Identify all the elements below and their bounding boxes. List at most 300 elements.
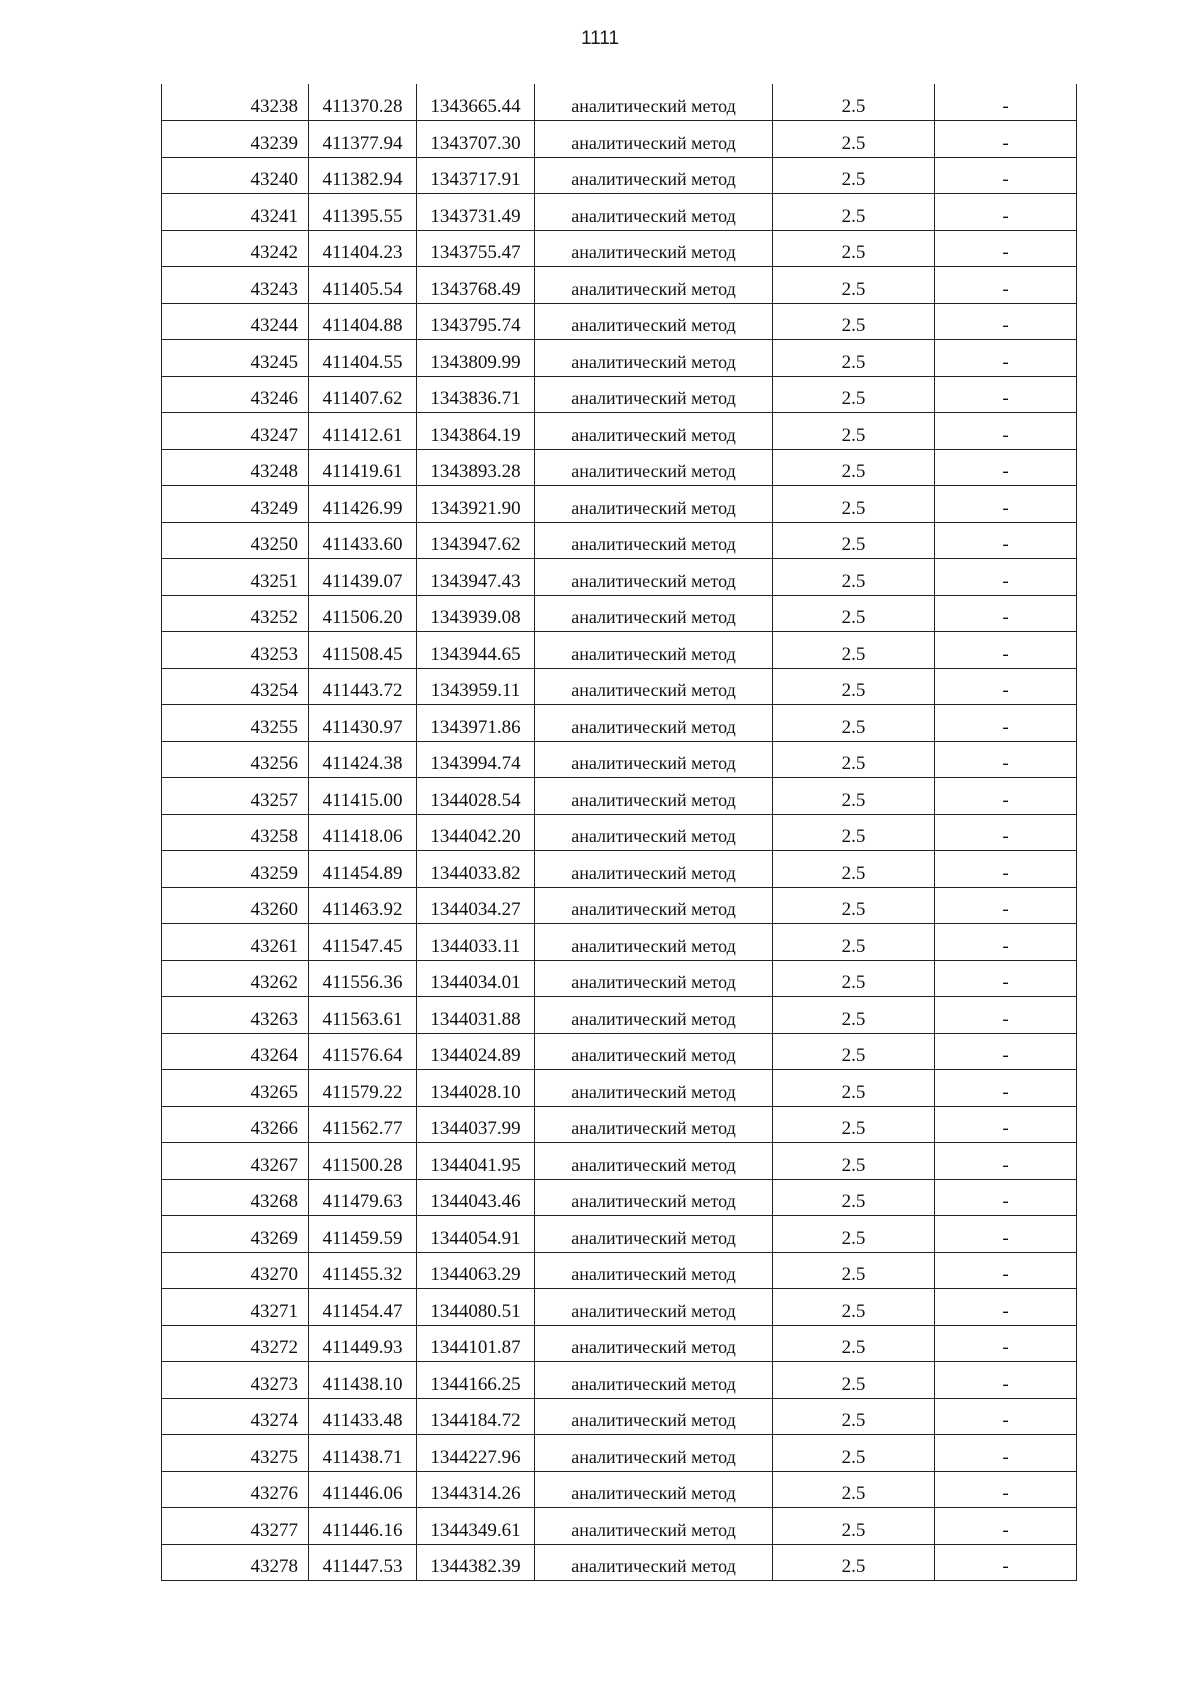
description-cell-text: -: [1002, 424, 1009, 446]
x-coordinate-cell: [309, 449, 417, 486]
y-coordinate-cell: [417, 413, 535, 450]
x-coordinate-cell-text: 411438.71: [322, 1446, 403, 1468]
description-cell-text: -: [1002, 935, 1009, 957]
description-cell: [935, 1070, 1077, 1107]
method-cell-text: аналитический метод: [571, 424, 736, 445]
accuracy-cell-text: 2.5: [841, 680, 866, 701]
y-coordinate-cell-text: 1343795.74: [430, 315, 521, 336]
table-row: [162, 413, 1077, 450]
table-row: [162, 522, 1077, 559]
method-cell-text: аналитический метод: [571, 1045, 736, 1065]
method-cell-text: аналитический метод: [571, 1446, 736, 1467]
y-coordinate-cell: [417, 303, 535, 340]
table-row: [162, 1216, 1077, 1253]
point-number-cell: [162, 84, 309, 121]
description-cell-text: -: [1002, 1446, 1009, 1468]
y-coordinate-cell-text: 1343939.08: [430, 607, 521, 628]
y-coordinate-cell-text: 1344043.46: [430, 1191, 521, 1212]
y-coordinate-cell: [417, 522, 535, 559]
method-cell-text: аналитический метод: [571, 1118, 736, 1138]
x-coordinate-cell-text: 411443.72: [322, 680, 403, 701]
method-cell-text: аналитический метод: [571, 607, 736, 627]
method-cell: [535, 595, 773, 632]
y-coordinate-cell: [417, 595, 535, 632]
y-coordinate-cell: [417, 997, 535, 1034]
table-row: [162, 814, 1077, 851]
table-row: [162, 1435, 1077, 1472]
description-cell: [935, 1362, 1077, 1399]
x-coordinate-cell: [309, 1435, 417, 1472]
point-number-cell-text: 43255: [250, 716, 298, 738]
point-number-cell-text: 43249: [250, 497, 298, 519]
point-number-cell-text: 43254: [250, 680, 298, 701]
description-cell: [935, 778, 1077, 815]
y-coordinate-cell: [417, 1544, 535, 1581]
x-coordinate-cell: [309, 1252, 417, 1289]
accuracy-cell: [773, 340, 935, 377]
method-cell: [535, 1289, 773, 1326]
table-row: [162, 1325, 1077, 1362]
description-cell: [935, 1106, 1077, 1143]
y-coordinate-cell: [417, 1216, 535, 1253]
point-number-cell-text: 43245: [250, 351, 298, 373]
x-coordinate-cell-text: 411405.54: [322, 278, 403, 300]
x-coordinate-cell-text: 411446.16: [322, 1519, 403, 1541]
description-cell-text: -: [1002, 972, 1009, 993]
accuracy-cell: [773, 157, 935, 194]
y-coordinate-cell-text: 1344314.26: [430, 1483, 521, 1504]
table-row: [162, 84, 1077, 121]
description-cell-text: -: [1002, 680, 1009, 701]
method-cell: [535, 121, 773, 158]
x-coordinate-cell-text: 411459.59: [322, 1227, 403, 1249]
method-cell: [535, 887, 773, 924]
method-cell-text: аналитический метод: [571, 278, 736, 299]
x-coordinate-cell-text: 411579.22: [322, 1081, 403, 1103]
point-number-cell: [162, 1216, 309, 1253]
method-cell-text: аналитический метод: [571, 1264, 736, 1284]
accuracy-cell: [773, 303, 935, 340]
method-cell: [535, 814, 773, 851]
point-number-cell: [162, 705, 309, 742]
description-cell: [935, 157, 1077, 194]
x-coordinate-cell: [309, 303, 417, 340]
point-number-cell-text: 43266: [250, 1118, 298, 1139]
coordinates-table: [161, 84, 1077, 1581]
table-row: [162, 1544, 1077, 1581]
description-cell: [935, 1471, 1077, 1508]
x-coordinate-cell-text: 411424.38: [322, 753, 403, 774]
method-cell: [535, 1471, 773, 1508]
point-number-cell-text: 43242: [250, 242, 298, 263]
table-row: [162, 1289, 1077, 1326]
accuracy-cell: [773, 595, 935, 632]
accuracy-cell: [773, 997, 935, 1034]
table-body: [162, 84, 1077, 1581]
accuracy-cell: [773, 1398, 935, 1435]
table-row: [162, 157, 1077, 194]
description-cell: [935, 1252, 1077, 1289]
accuracy-cell-text: 2.5: [841, 169, 866, 190]
method-cell: [535, 960, 773, 997]
method-cell-text: аналитический метод: [571, 497, 736, 518]
description-cell-text: -: [1002, 1045, 1009, 1066]
method-cell: [535, 267, 773, 304]
table-row: [162, 705, 1077, 742]
description-cell: [935, 1508, 1077, 1545]
table-row: [162, 1398, 1077, 1435]
description-cell: [935, 1179, 1077, 1216]
y-coordinate-cell: [417, 741, 535, 778]
x-coordinate-cell: [309, 741, 417, 778]
page-number: 1111: [580, 28, 620, 49]
description-cell-text: -: [1002, 899, 1009, 920]
point-number-cell: [162, 267, 309, 304]
point-number-cell: [162, 1143, 309, 1180]
table-row: [162, 1471, 1077, 1508]
description-cell: [935, 522, 1077, 559]
accuracy-cell-text: 2.5: [841, 972, 866, 993]
method-cell-text: аналитический метод: [571, 205, 736, 226]
description-cell-text: -: [1002, 607, 1009, 628]
x-coordinate-cell: [309, 778, 417, 815]
accuracy-cell-text: 2.5: [841, 1081, 866, 1103]
point-number-cell-text: 43240: [250, 169, 298, 190]
description-cell: [935, 486, 1077, 523]
y-coordinate-cell: [417, 267, 535, 304]
x-coordinate-cell-text: 411454.47: [322, 1300, 403, 1322]
table-row: [162, 1033, 1077, 1070]
accuracy-cell-text: 2.5: [841, 1154, 866, 1176]
point-number-cell-text: 43247: [250, 424, 298, 446]
y-coordinate-cell-text: 1343959.11: [430, 680, 521, 701]
point-number-cell: [162, 413, 309, 450]
x-coordinate-cell-text: 411377.94: [322, 132, 403, 154]
y-coordinate-cell-text: 1343893.28: [430, 461, 521, 482]
x-coordinate-cell: [309, 486, 417, 523]
method-cell-text: аналитический метод: [571, 1008, 736, 1029]
y-coordinate-cell: [417, 449, 535, 486]
method-cell: [535, 1033, 773, 1070]
point-number-cell: [162, 887, 309, 924]
description-cell-text: -: [1002, 1373, 1009, 1395]
y-coordinate-cell-text: 1344054.91: [430, 1227, 521, 1249]
accuracy-cell-text: 2.5: [841, 96, 866, 117]
description-cell-text: -: [1002, 1008, 1009, 1030]
y-coordinate-cell: [417, 1070, 535, 1107]
point-number-cell-text: 43265: [250, 1081, 298, 1103]
point-number-cell: [162, 1033, 309, 1070]
description-cell: [935, 376, 1077, 413]
description-cell: [935, 997, 1077, 1034]
method-cell: [535, 997, 773, 1034]
point-number-cell-text: 43258: [250, 826, 298, 847]
description-cell: [935, 84, 1077, 121]
description-cell: [935, 194, 1077, 231]
method-cell: [535, 449, 773, 486]
x-coordinate-cell: [309, 1070, 417, 1107]
x-coordinate-cell: [309, 1508, 417, 1545]
method-cell: [535, 741, 773, 778]
x-coordinate-cell: [309, 924, 417, 961]
method-cell-text: аналитический метод: [571, 534, 736, 554]
y-coordinate-cell: [417, 1143, 535, 1180]
point-number-cell: [162, 778, 309, 815]
method-cell: [535, 851, 773, 888]
accuracy-cell-text: 2.5: [841, 315, 866, 336]
x-coordinate-cell: [309, 887, 417, 924]
y-coordinate-cell: [417, 1033, 535, 1070]
method-cell: [535, 1435, 773, 1472]
accuracy-cell: [773, 559, 935, 596]
y-coordinate-cell-text: 1343921.90: [430, 497, 521, 519]
description-cell: [935, 1143, 1077, 1180]
accuracy-cell-text: 2.5: [841, 242, 866, 263]
accuracy-cell-text: 2.5: [841, 1410, 866, 1431]
y-coordinate-cell-text: 1344041.95: [430, 1154, 521, 1176]
point-number-cell-text: 43277: [250, 1519, 298, 1541]
method-cell-text: аналитический метод: [571, 1300, 736, 1321]
method-cell-text: аналитический метод: [571, 643, 736, 664]
x-coordinate-cell-text: 411500.28: [322, 1154, 403, 1176]
accuracy-cell-text: 2.5: [841, 534, 866, 555]
y-coordinate-cell: [417, 157, 535, 194]
table-row: [162, 741, 1077, 778]
method-cell: [535, 413, 773, 450]
accuracy-cell-text: 2.5: [841, 753, 866, 774]
method-cell: [535, 668, 773, 705]
table-row: [162, 121, 1077, 158]
description-cell-text: -: [1002, 1337, 1009, 1358]
accuracy-cell-text: 2.5: [841, 497, 866, 519]
point-number-cell: [162, 851, 309, 888]
x-coordinate-cell: [309, 84, 417, 121]
y-coordinate-cell: [417, 1362, 535, 1399]
point-number-cell-text: 43268: [250, 1191, 298, 1212]
y-coordinate-cell-text: 1343947.43: [430, 570, 521, 592]
method-cell-text: аналитический метод: [571, 1227, 736, 1248]
x-coordinate-cell: [309, 1216, 417, 1253]
point-number-cell: [162, 632, 309, 669]
description-cell: [935, 1544, 1077, 1581]
y-coordinate-cell-text: 1343665.44: [430, 96, 521, 117]
description-cell: [935, 960, 1077, 997]
y-coordinate-cell: [417, 778, 535, 815]
x-coordinate-cell-text: 411446.06: [322, 1483, 403, 1504]
x-coordinate-cell-text: 411395.55: [322, 205, 403, 227]
y-coordinate-cell-text: 1343864.19: [430, 424, 521, 446]
x-coordinate-cell-text: 411562.77: [322, 1118, 403, 1139]
description-cell: [935, 595, 1077, 632]
y-coordinate-cell-text: 1344382.39: [430, 1556, 521, 1577]
point-number-cell: [162, 449, 309, 486]
point-number-cell: [162, 121, 309, 158]
y-coordinate-cell: [417, 486, 535, 523]
x-coordinate-cell: [309, 632, 417, 669]
table-row: [162, 1362, 1077, 1399]
y-coordinate-cell-text: 1344063.29: [430, 1264, 521, 1285]
y-coordinate-cell: [417, 1435, 535, 1472]
point-number-cell: [162, 1508, 309, 1545]
method-cell: [535, 1252, 773, 1289]
accuracy-cell: [773, 449, 935, 486]
x-coordinate-cell: [309, 1033, 417, 1070]
point-number-cell-text: 43239: [250, 132, 298, 154]
accuracy-cell: [773, 632, 935, 669]
description-cell: [935, 1398, 1077, 1435]
y-coordinate-cell-text: 1344034.01: [430, 972, 521, 993]
point-number-cell-text: 43248: [250, 461, 298, 482]
point-number-cell-text: 43241: [250, 205, 298, 227]
description-cell: [935, 121, 1077, 158]
table-row: [162, 194, 1077, 231]
point-number-cell-text: 43238: [250, 96, 298, 117]
y-coordinate-cell: [417, 194, 535, 231]
x-coordinate-cell-text: 411412.61: [322, 424, 403, 446]
method-cell: [535, 303, 773, 340]
point-number-cell: [162, 1362, 309, 1399]
y-coordinate-cell-text: 1343731.49: [430, 205, 521, 227]
method-cell: [535, 559, 773, 596]
point-number-cell-text: 43250: [250, 534, 298, 555]
accuracy-cell-text: 2.5: [841, 1227, 866, 1249]
accuracy-cell: [773, 486, 935, 523]
x-coordinate-cell: [309, 851, 417, 888]
description-cell: [935, 449, 1077, 486]
accuracy-cell: [773, 705, 935, 742]
method-cell: [535, 1362, 773, 1399]
x-coordinate-cell: [309, 1289, 417, 1326]
accuracy-cell-text: 2.5: [841, 1373, 866, 1395]
x-coordinate-cell: [309, 194, 417, 231]
method-cell-text: аналитический метод: [571, 1191, 736, 1211]
method-cell-text: аналитический метод: [571, 1519, 736, 1540]
accuracy-cell: [773, 741, 935, 778]
point-number-cell: [162, 997, 309, 1034]
table-row: [162, 1106, 1077, 1143]
accuracy-cell: [773, 1179, 935, 1216]
accuracy-cell: [773, 84, 935, 121]
accuracy-cell: [773, 1033, 935, 1070]
table-row: [162, 303, 1077, 340]
table-row: [162, 449, 1077, 486]
description-cell: [935, 1033, 1077, 1070]
description-cell: [935, 1289, 1077, 1326]
x-coordinate-cell: [309, 960, 417, 997]
description-cell: [935, 340, 1077, 377]
description-cell: [935, 230, 1077, 267]
point-number-cell-text: 43276: [250, 1483, 298, 1504]
point-number-cell: [162, 559, 309, 596]
accuracy-cell: [773, 1435, 935, 1472]
description-cell: [935, 1216, 1077, 1253]
x-coordinate-cell: [309, 668, 417, 705]
table-row: [162, 230, 1077, 267]
x-coordinate-cell: [309, 1179, 417, 1216]
accuracy-cell: [773, 267, 935, 304]
y-coordinate-cell-text: 1344080.51: [430, 1300, 521, 1322]
table-row: [162, 595, 1077, 632]
point-number-cell: [162, 1179, 309, 1216]
point-number-cell: [162, 595, 309, 632]
method-cell-text: аналитический метод: [571, 461, 736, 481]
accuracy-cell-text: 2.5: [841, 424, 866, 446]
point-number-cell-text: 43271: [250, 1300, 298, 1322]
accuracy-cell-text: 2.5: [841, 862, 866, 884]
y-coordinate-cell: [417, 705, 535, 742]
method-cell-text: аналитический метод: [571, 570, 736, 591]
y-coordinate-cell-text: 1344028.54: [430, 789, 521, 811]
x-coordinate-cell-text: 411449.93: [322, 1337, 403, 1358]
x-coordinate-cell: [309, 595, 417, 632]
description-cell: [935, 1325, 1077, 1362]
x-coordinate-cell: [309, 814, 417, 851]
description-cell: [935, 668, 1077, 705]
x-coordinate-cell-text: 411547.45: [322, 935, 403, 957]
accuracy-cell: [773, 1106, 935, 1143]
y-coordinate-cell-text: 1343836.71: [430, 388, 521, 409]
x-coordinate-cell-text: 411415.00: [322, 789, 403, 811]
description-cell-text: -: [1002, 1118, 1009, 1139]
y-coordinate-cell-text: 1344037.99: [430, 1118, 521, 1139]
accuracy-cell-text: 2.5: [841, 132, 866, 154]
point-number-cell-text: 43275: [250, 1446, 298, 1468]
x-coordinate-cell: [309, 997, 417, 1034]
point-number-cell: [162, 1471, 309, 1508]
accuracy-cell: [773, 1070, 935, 1107]
accuracy-cell: [773, 668, 935, 705]
y-coordinate-cell: [417, 924, 535, 961]
x-coordinate-cell-text: 411439.07: [322, 570, 403, 592]
x-coordinate-cell: [309, 705, 417, 742]
method-cell-text: аналитический метод: [571, 169, 736, 189]
table-row: [162, 1179, 1077, 1216]
method-cell-text: аналитический метод: [571, 388, 736, 408]
y-coordinate-cell-text: 1343947.62: [430, 534, 521, 555]
description-cell: [935, 705, 1077, 742]
y-coordinate-cell: [417, 84, 535, 121]
table-row: [162, 340, 1077, 377]
description-cell-text: -: [1002, 461, 1009, 482]
x-coordinate-cell-text: 411419.61: [322, 461, 403, 482]
description-cell: [935, 413, 1077, 450]
method-cell: [535, 1325, 773, 1362]
y-coordinate-cell: [417, 1471, 535, 1508]
description-cell-text: -: [1002, 1191, 1009, 1212]
accuracy-cell-text: 2.5: [841, 1264, 866, 1285]
point-number-cell: [162, 668, 309, 705]
point-number-cell: [162, 194, 309, 231]
accuracy-cell-text: 2.5: [841, 643, 866, 665]
y-coordinate-cell: [417, 960, 535, 997]
y-coordinate-cell-text: 1344184.72: [430, 1410, 521, 1431]
accuracy-cell-text: 2.5: [841, 899, 866, 920]
description-cell: [935, 851, 1077, 888]
method-cell-text: аналитический метод: [571, 96, 736, 116]
description-cell-text: -: [1002, 1519, 1009, 1541]
y-coordinate-cell: [417, 1325, 535, 1362]
description-cell-text: -: [1002, 351, 1009, 373]
x-coordinate-cell-text: 411433.48: [322, 1410, 403, 1431]
accuracy-cell-text: 2.5: [841, 607, 866, 628]
accuracy-cell: [773, 522, 935, 559]
accuracy-cell: [773, 851, 935, 888]
table-row: [162, 851, 1077, 888]
method-cell-text: аналитический метод: [571, 1483, 736, 1503]
x-coordinate-cell-text: 411463.92: [322, 899, 403, 920]
y-coordinate-cell: [417, 1106, 535, 1143]
x-coordinate-cell: [309, 1143, 417, 1180]
